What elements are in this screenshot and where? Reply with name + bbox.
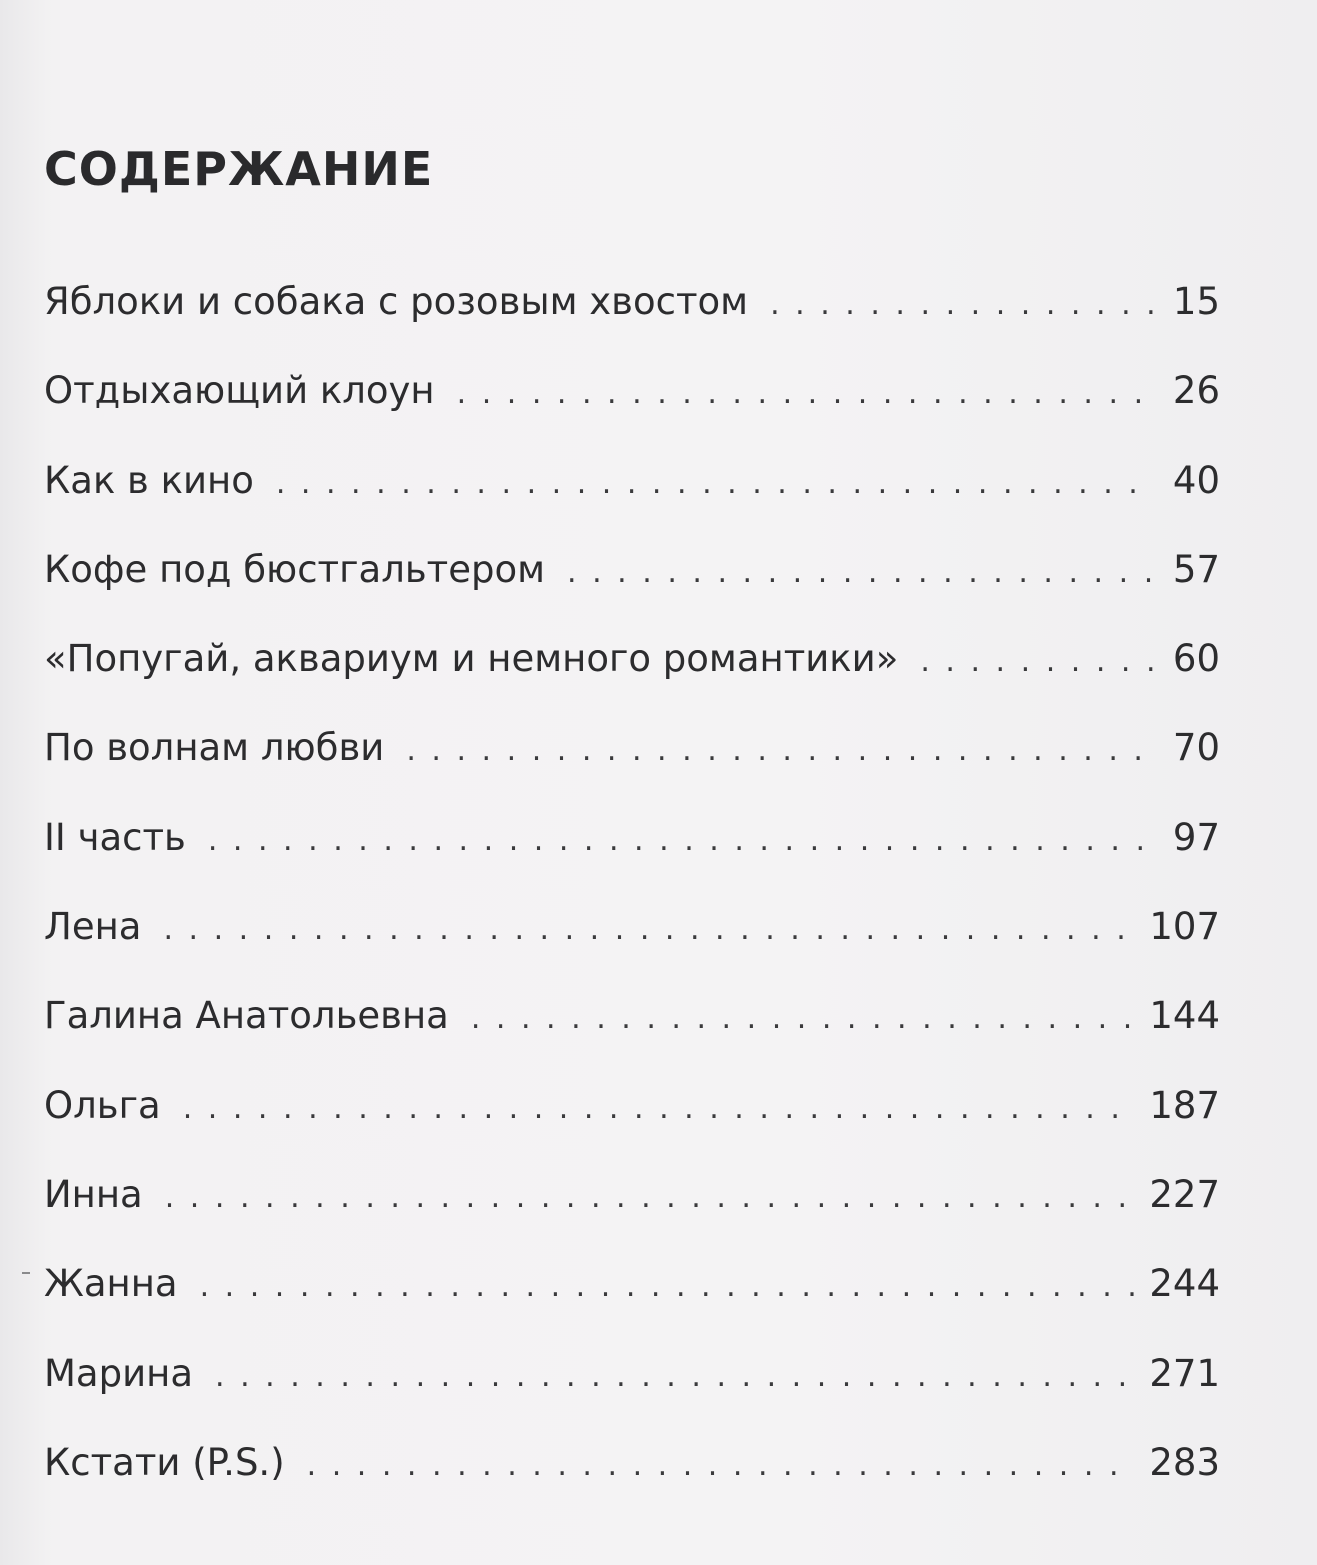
dot-leader bbox=[165, 1162, 1136, 1234]
toc-entry-title: Кофе под бюстгальтером bbox=[44, 547, 546, 591]
toc-entry-title: Яблоки и собака с розовым хвостом bbox=[44, 280, 749, 323]
toc-entry-page: 227 bbox=[1149, 1172, 1220, 1216]
toc-entry-page: 283 bbox=[1149, 1440, 1220, 1484]
toc-entry-page: 26 bbox=[1172, 369, 1220, 413]
toc-entry bbox=[44, 712, 1220, 801]
dot-leader bbox=[471, 983, 1136, 1055]
toc-entry bbox=[44, 980, 1220, 1069]
toc-entry-page: 15 bbox=[1172, 280, 1220, 323]
dot-leader bbox=[567, 537, 1156, 609]
toc-entry-title: «Попугай, аквариум и немного романтики» bbox=[44, 637, 899, 681]
toc-entry-page: 40 bbox=[1172, 458, 1220, 502]
toc-entry-page: 107 bbox=[1149, 905, 1220, 949]
dot-leader bbox=[406, 715, 1156, 787]
toc-entry-page: 57 bbox=[1172, 547, 1220, 591]
toc-entry-page: 187 bbox=[1149, 1083, 1220, 1127]
toc-entry bbox=[44, 1070, 1220, 1159]
toc-entry-title: II часть bbox=[44, 815, 186, 859]
dot-leader bbox=[920, 626, 1156, 698]
toc-entry-page: 244 bbox=[1149, 1262, 1220, 1306]
toc-entry-title: Кстати (P.S.) bbox=[44, 1440, 285, 1484]
dot-leader bbox=[183, 1073, 1136, 1145]
dot-leader bbox=[208, 805, 1156, 877]
toc-entry bbox=[44, 355, 1220, 444]
toc-entry bbox=[44, 1427, 1220, 1516]
toc-entry bbox=[44, 445, 1220, 534]
toc-entry-title: Жанна bbox=[44, 1262, 178, 1306]
toc-entry-title: Как в кино bbox=[44, 458, 254, 502]
margin-mark bbox=[22, 1272, 30, 1274]
page-title: СОДЕРЖАНИЕ bbox=[44, 142, 434, 196]
toc-entry-page: 271 bbox=[1149, 1351, 1220, 1395]
dot-leader bbox=[200, 1251, 1136, 1323]
toc-entry-page: 70 bbox=[1172, 726, 1220, 770]
toc-entry-title: Отдыхающий клоун bbox=[44, 369, 435, 413]
toc-entry bbox=[44, 1248, 1220, 1337]
dot-leader bbox=[770, 269, 1156, 341]
toc-entry bbox=[44, 891, 1220, 980]
table-of-contents bbox=[44, 266, 1220, 1516]
dot-leader bbox=[307, 1430, 1136, 1502]
toc-entry-page: 144 bbox=[1149, 994, 1220, 1038]
dot-leader bbox=[215, 1341, 1135, 1413]
toc-entry-title: Марина bbox=[44, 1351, 193, 1395]
toc-entry-title: Инна bbox=[44, 1172, 143, 1216]
toc-entry bbox=[44, 802, 1220, 891]
dot-leader bbox=[457, 358, 1156, 430]
toc-entry-title: Лена bbox=[44, 905, 142, 949]
dot-leader bbox=[276, 448, 1156, 520]
toc-entry-page: 97 bbox=[1172, 815, 1220, 859]
toc-entry bbox=[44, 534, 1220, 623]
toc-entry bbox=[44, 266, 1220, 355]
dot-leader bbox=[163, 894, 1135, 966]
toc-entry-title: По волнам любви bbox=[44, 726, 385, 770]
toc-entry-title: Ольга bbox=[44, 1083, 161, 1127]
toc-entry-title: Галина Анатольевна bbox=[44, 994, 449, 1038]
toc-entry-page: 60 bbox=[1172, 637, 1220, 681]
toc-entry bbox=[44, 1159, 1220, 1248]
toc-entry bbox=[44, 1338, 1220, 1427]
toc-entry bbox=[44, 623, 1220, 712]
